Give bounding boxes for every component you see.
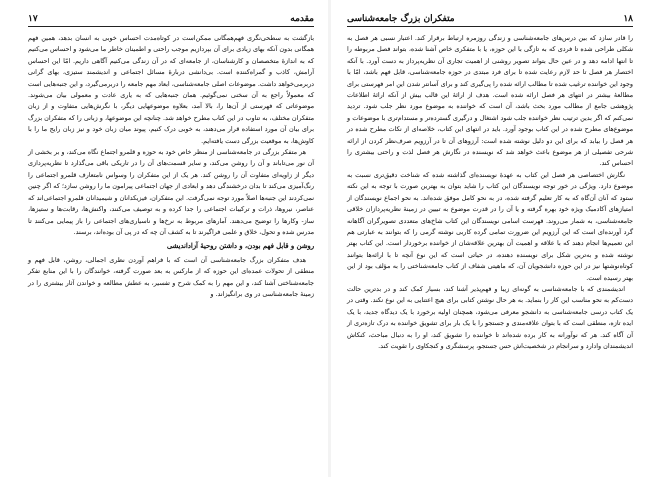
- paragraph: نگارش اختصاصی هر فصل این کتاب به عهدهٔ نویسنده‌ای گذاشته شده که شناخت دقیق‌تری نسبت به موضوع دارد. ویژگی در خور توجه نویسندگان این کتاب را شاید بتوان به بهترین صورت با توجه به این نکته ستود که آنان آن‌گاه که به کار تعلیم گرفته شده، در به نحو کامل موفق شده‌اند. به نحو اجماع نویسندگان از امتیازهای آکادمیک ویژه خود بهره گرفته و یا آن را در قدرت موضوع به تبیین در زمینهٔ نظریه‌پردازان خلاقی جامعه‌شناسی، به شمار می‌روند. فهرست اسامی نویسندگان این کتاب شاخ‌های متعددی تصویرگران آگاهانه گرد آورنده‌ای است که این آرزویم این ضرورت تمامی گرده کاربی نوشته گرمی را که بتوانند به عبارتی هم این تعمیم‌ها انجام دهند که با علاقه و اهمیت آن بهترین علاقه‌شان از خواننده برخوردار است. این کتاب بهتر نوشته شده و به‌ترین شکل برای نویسنده دهنده، در حیاتی است که این نوع آنچه تا با ارائه‌ها بتوانند کوتاه‌نوشتها نیز در این حوزه دانشجویان آن، که ماهیتی شفاف از کتاب جامعه‌شناختی را به مؤلف بود از این بهتر رسیده است.: [347, 170, 633, 282]
- paragraph: هدف متفکران بزرگ جامعه‌شناسی آن است که با فراهم آوردن نظری اجمالی، روشن، قابل فهم و منطقی از تحولات عمده‌ای این حوزه که از مارکس به بعد صورت گرفته، خوانندگان را با این منابع تفکر جامعه‌شناختی آشنا کند، و این مهم را به کمک شرح و تفسیر، به عطش مطالعه و خواندن آثار بیشتری را در زمینهٔ جامعه‌شناسی در وی برانگیزاند. و: [28, 255, 314, 298]
- left-page: [0, 0, 328, 477]
- right-page-body: [347, 33, 633, 352]
- running-head: مقدمه: [290, 14, 314, 24]
- right-page: [331, 0, 659, 477]
- section-title: روشن و قابل فهم بودن، و داشتن روحیهٔ آزاداندیشی: [166, 242, 314, 251]
- page-number: ۱۸: [623, 14, 633, 24]
- running-head: متفکران بزرگ جامعه‌شناسی: [347, 14, 455, 24]
- paragraph: را قادر سازد که بین درس‌های جامعه‌شناسی و زندگی روزمره ارتباط برقرار کند. اعتبار نسبی هر فصل به شکلی طراحی شده تا فردی که به تازگی با این حوزه، یا با متفکری خاص آشنا شده، بتواند فصل مربوطه را تا انتها ادامه دهد و در عین حال بتواند تصویر روشنی از اهمیت تجاری آن نظریه‌پرداز به دست آورد. با آنکه اختصار هر فصل تا حد لازم رعایت شده تا برای فرد مبتدی در حوزه جامعه‌شناسی، قابل فهم باشد، امّا با وجود این خواننده ترغیب شده تا مطالب ارائه شده را پی‌گیری کند و برای آسانتر شدن این امر فهرستی برای مطالعهٔ بیشتر در انتهای هر فصل ارائه شده است. هدف از ارائهٔ این قالب بیش از آنکه ارائهٔ اطلاعات پژوهشی جامع از مطالب مورد بحث باشد، آن است که خواننده به موضوع مورد نظر جلب شود. تردید نمی‌کنم که اگر بدین ترتیب نظر خواننده جلب شود اشتغال و درگیری گسترده‌تر و مستدام‌تری با موضوعات و موضوع‌های مطرح شده در این کتاب بوجود آورد. باید در انتهای این کتاب، خلاصه‌ای از نکات مطرح شده در هر فصل را بیابد که برای این دو دلیل نوشته شده است: آرزوهای آن تا در آرزویم صرف‌نظر کردن از ارائه شرحی تفصیلی از هر موضوع باعث خواهد شد که نویسنده در نگارش هر فصل لذت و راحتی بیشتری را احساس کند.: [347, 34, 633, 168]
- paragraph: اندیشمندی که با جامعه‌شناسی به گونه‌ای زیبا و فهم‌پذیر آشنا کند، بسیار کمک کند و در بدترین حالت دست‌کم به نحو مناسب این کار را بنماید. به هر حال نوشتن کتابی برای هیچ اعتنایی به این نوع نکند. وقتی در یک کتاب درسی جامعه‌شناسی به دانشجو معرفی می‌شود، همچنان اولیه برخورد با یک دیدگاه جدید، با یک ایده تازه، منطقی است که با بتوان علاقه‌مندی و جستجو را با یک بار برای تشویق خواننده به درک تازه‌تری از آن آگاه کند. هر که نوآورانه به کار برده شده‌اند تا خواننده را تشویق کند، او را به دنبال مباحث، کنکاش اندیشمندان وادارد و سرانجام در شخصیت‌اش حس جستجو، پرسشگری و کنجکاوی را تقویت کند.: [347, 284, 633, 350]
- paragraph: بازگشت به سطحی‌نگری فهم‌همگانی ممکن‌است در کوتاه‌مدت احساس خوبی به انسان بدهد، همین فهم همگانی بدون آنکه بهای زیادی برای آن بپردازیم موجب راحتی و اطمینان خاطر ما می‌شود و احساس می‌کنیم که به اندازهٔ متخصصان و کارشناسان، از جامعه‌ای که در آن زندگی می‌کنیم آگاهی داریم. امّا این احساس آرامش، کاذب و گمراه‌کننده است. بی‌دانشی دربارهٔ مسائل اجتماعی و اندیشمند ستیزی، بهای گرانی دربرمی‌خواهد داشت. موضوعات اصلی جامعه‌شناسی، ابعاد مهم جامعه را دربرمی‌گیرد، و این جنبه‌هایی است که معمولاً راجع به آن سخنی نمی‌گوئیم. همان جنبه‌هایی که به یاری عادت و معمولی بیان می‌شوند. موضوعاتی که فهرستی از آن‌ها را، بالا آمد، بعلاوه موضوعهایی دیگر، با نگرش‌هایی متفاوت و از زبان متفکران مختلف، به تناوب در این کتاب مطرح خواهد شد. چنانچه این موضوعها، و زبانی را که متفکران بزرگ برای بیان آن مورد استفاده قرار می‌دهند، به خوبی درک کنیم، پیوند میان زبان خود و نیز زبان رایج ما را با کاوش‌ها، به موقعیت بزرگی دست یافته‌ایم.: [28, 34, 314, 145]
- page-number: ۱۷: [28, 14, 38, 24]
- right-page-header: [347, 14, 633, 27]
- left-page-body: [28, 33, 314, 300]
- paragraph: هر متفکر بزرگی در جامعه‌شناسی از منظر خاص خود به حوزه و قلمرو اجتماع نگاه می‌کند، و بر بخشی از آن نور می‌تاباند و آن را روشن می‌کند، و سایر قسمت‌های آن را در تاریکی باقی می‌گذارد تا نظریه‌پردازی دیگر از زاویه‌ای متفاوت آن را روشن کند. هر یک از این متفکران را وسواس نامتعارف قلمرو اجتماعی را رنگ‌آمیزی می‌کند تا بدان درخشندگی دهد و ابعادی از جهان اجتماعی پیرامون ما را روشن سازد؛ که اگر چنین نمی‌کردند این جنبه‌ها اصلاً مورد توجه نمی‌گرفت. این متفکران، فیزیکدانان و شیمیدانان قلمرو اجتماعی‌اند که عناصر، نیروها، ذرات و ترکیبات اجتماعی را جدا کرده و به توصیف می‌کنند، واکنش‌ها، رقابت‌ها و ستیزها، ساز- وکارها را توضیح می‌دهند. آمارهای مربوط به نرخ‌ها و ناسیاری‌های اجتماعی را باز پیمایی می‌کنند تا مدرس شده و تحول، خلاق و علمی فراگیرند تا به کشف آن چه که در پی آن بوده‌اند، برسند.: [28, 148, 314, 236]
- left-page-header: [28, 14, 314, 27]
